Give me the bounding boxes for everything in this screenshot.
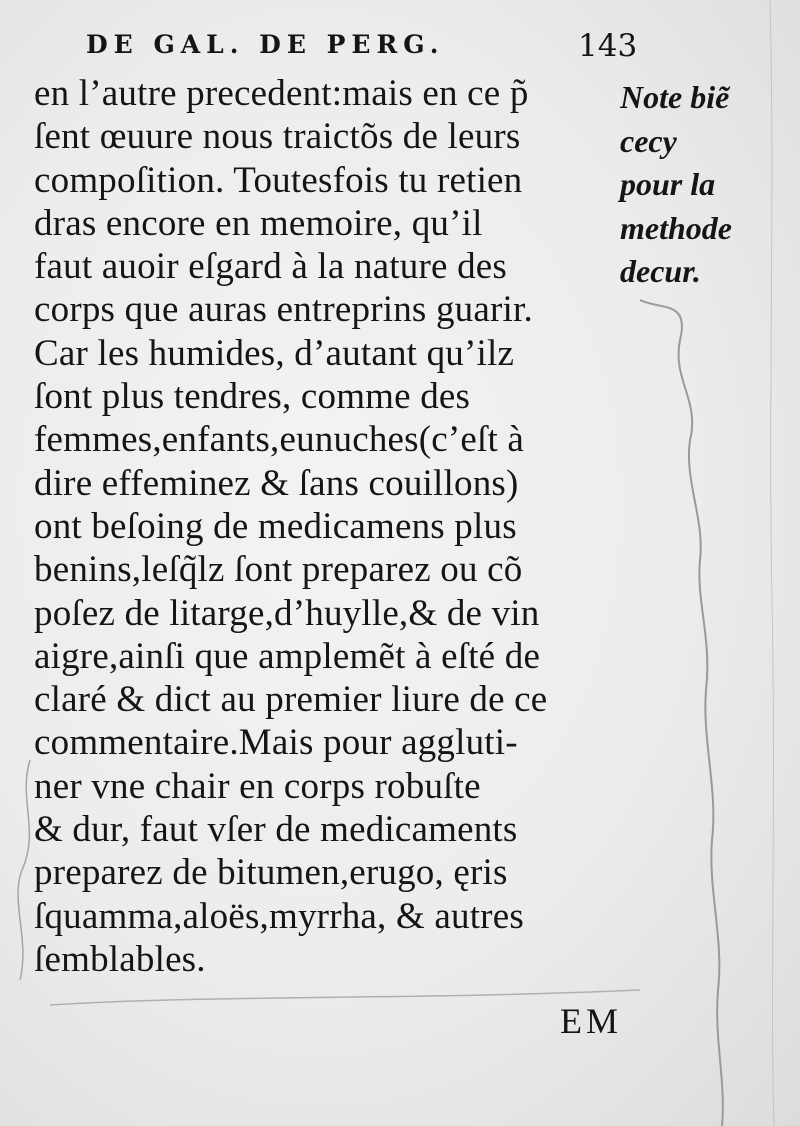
text-line: preparez de bitumen,erugo, ęris bbox=[34, 852, 508, 894]
text-line: poſez de litarge,d’huylle,& de vin bbox=[34, 592, 540, 634]
text-line: commentaire.Mais pour aggluti- bbox=[34, 722, 518, 764]
catchword: EM bbox=[560, 1001, 622, 1041]
margin-note-line: decur. bbox=[620, 253, 701, 289]
margin-note-line: Note biẽ bbox=[620, 79, 730, 115]
text-line: & dur, faut vſer de medicaments bbox=[34, 809, 518, 851]
text-line: aigre,ainſi que amplemẽt à eſté de bbox=[34, 635, 541, 677]
body-text bbox=[34, 72, 634, 981]
text-line: faut auoir eſgard à la nature des bbox=[34, 246, 507, 288]
text-line: ſent œuure nous traictõs de leurs bbox=[34, 116, 521, 158]
text-line: claré & dict au premier liure de ce bbox=[34, 679, 548, 721]
text-line: corps que auras entreprins guarir. bbox=[34, 289, 533, 331]
text-line: en l’autre precedent:mais en ce p̃ bbox=[34, 73, 529, 114]
text-line: compoſition. Toutesfois tu retien bbox=[34, 159, 523, 201]
text-line: ſquamma,aloës,myrrha, & autres bbox=[34, 895, 524, 937]
text-line: femmes,enfants,eunuches(c’eſt à bbox=[34, 419, 525, 461]
margin-note-line: cecy bbox=[620, 122, 677, 159]
text-line: Car les humides, d’autant qu’ilz bbox=[34, 332, 515, 374]
margin-note-line: methode bbox=[620, 209, 732, 246]
text-line: ſemblables. bbox=[34, 938, 206, 980]
text-line: benins,leſq̃lz ſont preparez ou cõ bbox=[34, 549, 523, 591]
text-line: ner vne chair en corps robuſte bbox=[34, 765, 481, 807]
running-head: DE GAL. DE PERG. bbox=[86, 30, 445, 59]
margin-note bbox=[620, 76, 800, 294]
text-line: dras encore en memoire, qu’il bbox=[34, 202, 483, 244]
text-line: dire effeminez & ſans couillons) bbox=[34, 462, 519, 504]
page-header bbox=[86, 26, 646, 66]
page-number: 143 bbox=[578, 28, 638, 64]
text-line: ont beſoing de medicamens plus bbox=[34, 505, 517, 547]
text-line: ſont plus tendres, comme des bbox=[34, 376, 471, 418]
margin-note-line: pour la bbox=[620, 166, 716, 202]
